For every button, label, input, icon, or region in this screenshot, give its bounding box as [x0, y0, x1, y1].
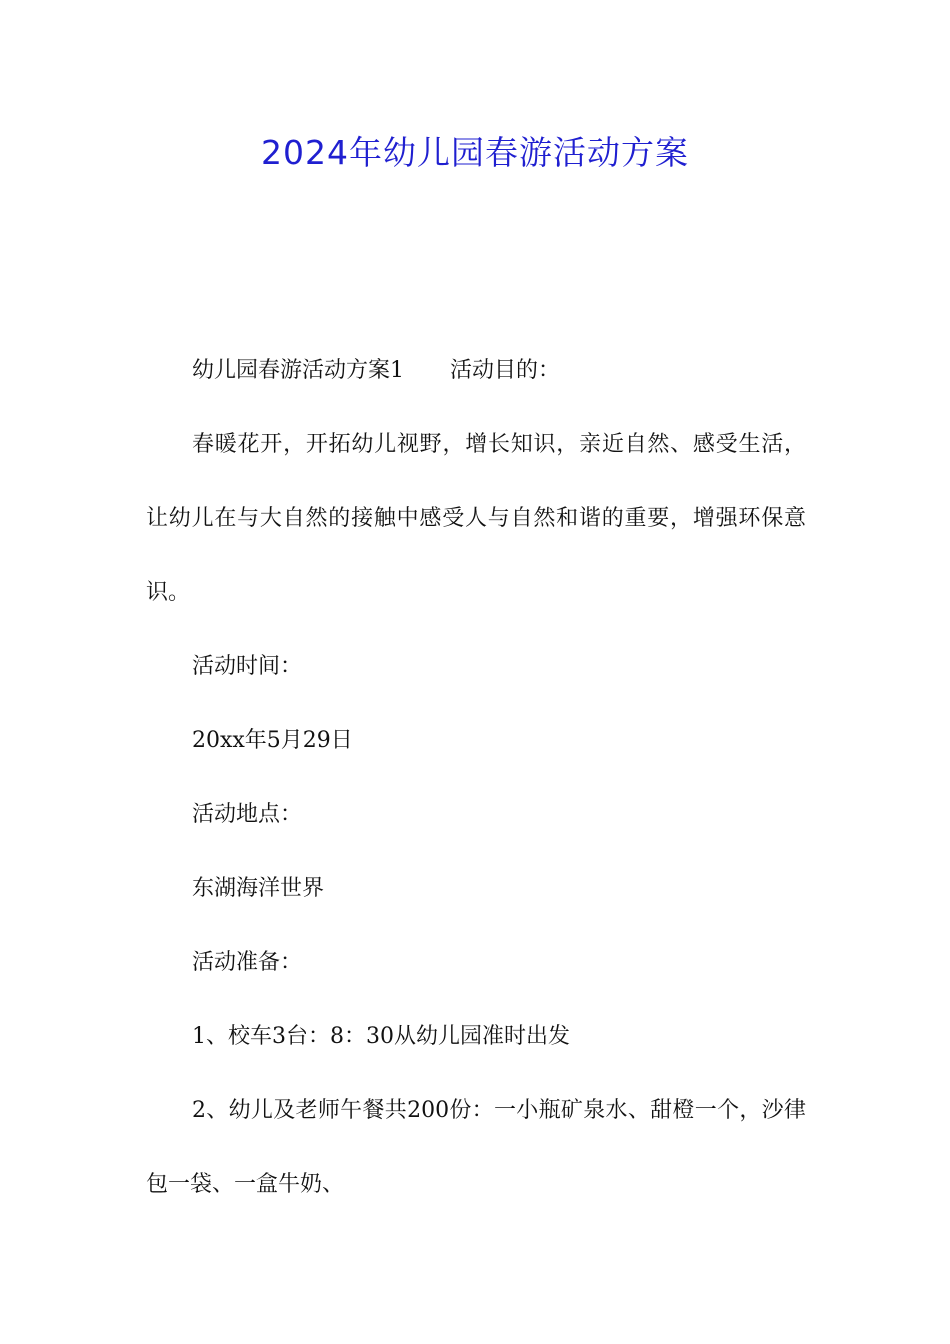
paragraph-preparation-item-1: 1、校车3台：8：30从幼儿园准时出发 [192, 1024, 570, 1049]
document-title: 2024年幼儿园春游活动方案 [261, 133, 689, 172]
paragraph-time-value: 20xx年5月29日 [192, 728, 353, 753]
paragraph-plan-heading [146, 334, 806, 408]
paragraph-location-label: 活动地点： [192, 802, 303, 827]
paragraph-time-label: 活动时间： [192, 654, 303, 679]
paragraph-preparation-item-2: 2、幼儿及老师午餐共200份：一小瓶矿泉水、甜橙一个，沙律包一袋、一盒牛奶、 [146, 1098, 806, 1197]
paragraph-preparation-label: 活动准备： [192, 950, 303, 975]
paragraph-location-value: 东湖海洋世界 [192, 876, 325, 901]
activity-purpose-label: 活动目的： [450, 358, 561, 383]
paragraph-purpose: 春暖花开，开拓幼儿视野，增长知识，亲近自然、感受生活，让幼儿在与大自然的接触中感受人与自然和谐的重要，增强环保意识。 [146, 432, 806, 605]
plan-heading: 幼儿园春游活动方案1 [192, 358, 404, 383]
document-body [146, 334, 806, 1222]
